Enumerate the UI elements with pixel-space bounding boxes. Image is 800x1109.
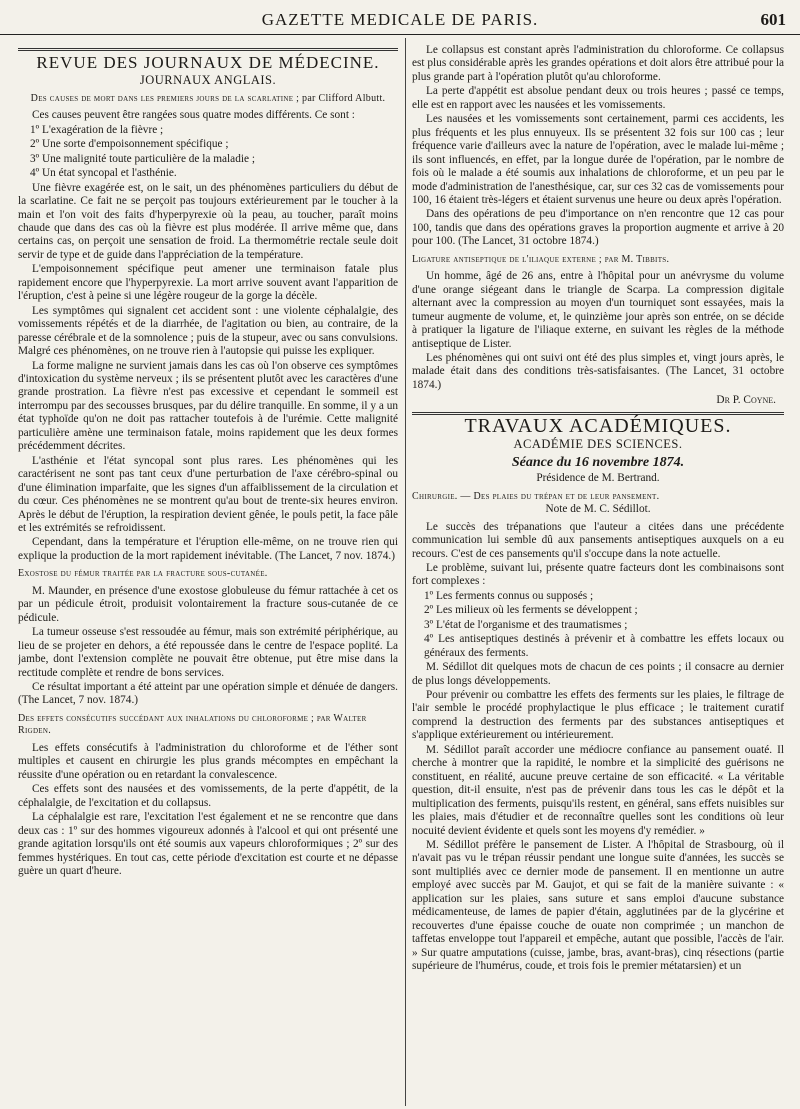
article-title-trepan xyxy=(412,491,784,504)
article-title-ligature xyxy=(412,254,784,267)
article-author: par Clifford Albutt. xyxy=(302,92,386,104)
paragraph: M. Sédillot préfère le pansement de Lister. A l'hôpital de Strasbourg, où il n'avait pas vu le trépan réussir pendant une longue suite d'années, les succès se sont multipliés avec ce dernier mode de pansement. Il en mentionne un autre employé avec succès par M. Gaujot, et qui se fait de la manière suivante : « application sur les plaies, sans suture et sans emploi d'aucune substance médicamenteuse, de lames de papier d'étain, agglutinées par de la glycérine et recouvertes d'une épaisse couche de ouate non comprimée ; un manchon de taffetas enveloppe tout l'appareil et empêche, autant que possible, l'accès de l'air. » Sur quatre amputations (cuisse, jambe, bras, avant-bras), cinq résections (partie supérieure de l'humérus, coude, et trois fois le premier métatarsien) et un xyxy=(412,839,784,973)
list-item: 3º Une malignité toute particulière de la maladie ; xyxy=(30,152,255,165)
paragraph: Le problème, suivant lui, présente quatre facteurs dont les combinaisons sont fort complexes : xyxy=(412,561,784,588)
paragraph: M. Sédillot dit quelques mots de chacun de ces points ; il consacre au dernier de plus longs développements. xyxy=(412,661,784,687)
right-column xyxy=(412,44,784,1102)
list-item: 4º Un état syncopal et l'asthénie. xyxy=(30,167,177,180)
list-item: 2º Une sorte d'empoisonnement spécifique ; xyxy=(30,138,229,151)
article-title-chloroforme xyxy=(18,713,398,738)
paragraph: Pour prévenir ou combattre les effets des ferments sur les plaies, le filtrage de l'air semble le procédé prophylactique le plus efficace ; le traitement curatif comprend la destruction des ferments par des substances antiseptiques et s'applique extérieurement ou intérieurement. xyxy=(412,689,784,742)
journal-title: GAZETTE MEDICALE DE PARIS. xyxy=(261,10,539,29)
section-rule-top xyxy=(18,48,398,51)
left-column xyxy=(18,44,398,1102)
list-item: 4º Les antiseptiques destinés à prévenir et à combattre les effets locaux ou généraux des ferments. xyxy=(424,633,784,659)
paragraph: Cependant, dans la température et l'éruption elle-même, on ne trouve rien qui explique la production de la mort rapidement inévitable. (The Lancet, 7 nov. 1874.) xyxy=(18,536,398,562)
paragraph: La forme maligne ne survient jamais dans les cas où l'on observe ces symptômes d'intoxication du système nerveux ; ils se présentent plutôt avec les caractères d'une grande prostration. La fièvre n'est pas excessive et cependant le sommeil est interrompu par des secousses brusques, par du délire tranquille. En somme, il y a un état typhoïde qu'on ne doit pas rattacher toutefois à de l'urémie. Cette malignité particulière amène une terminaison fatale, moins rapidement que les deux formes précédemment décrites. xyxy=(18,359,398,453)
paragraph: Ces effets sont des nausées et des vomissements, de la perte d'appétit, de la céphalalgie, de l'excitation et du collapsus. xyxy=(18,783,398,809)
article-title-text: Des causes de mort dans les premiers jours de la scarlatine ; xyxy=(30,92,300,104)
paragraph: La perte d'appétit est absolue pendant deux ou trois heures ; passé ce temps, elle est en rapport avec les nausées et les vomissements. xyxy=(412,85,784,111)
paragraph: Les nausées et les vomissements sont certainement, parmi ces accidents, les plus fréquents et les plus ennuyeux. Ils se présentent 32 fois sur 100 cas ; leur fréquence varie d'ailleurs avec la nature de l'opération, avec le malade lui-même ; ils sont influencés, en effet, par la longue durée de l'opération, par le nombre de fois où le malade a été soumis aux inhalations de chloroforme, et un peu par le mode d'administration de l'anesthésique, car, sur ces 32 cas de vomissements pour 100, 16 étaient très-légers et étaient survenus une heure ou deux après l'opération. xyxy=(412,113,784,206)
section-title-revue: REVUE DES JOURNAUX DE MÉDECINE. xyxy=(36,53,380,72)
presidency-line: Présidence de M. Bertrand. xyxy=(536,472,660,485)
session-date: Séance du 16 novembre 1874. xyxy=(511,454,685,470)
article-author: par Walter Rigden. xyxy=(18,712,367,737)
paragraph: La céphalalgie est rare, l'excitation l'est également et ne se rencontre que dans deux cas : 1º sur des hommes vigoureux adonnés à l'alcool et qui ont présenté une grande agitation lorsqu'ils ont été soumis aux vapeurs chloroformiques ; 2º sur des femmes hystériques. En tout cas, cette période d'excitation est courte et ne dépasse guère un quart d'heure. xyxy=(18,811,398,878)
column-divider xyxy=(405,38,406,1106)
paragraph: M. Sédillot paraît accorder une médiocre confiance au pansement ouaté. Il cherche à montrer que la rapidité, le nombre et la simplicité des guérisons ne constituent, en réalité, aucune preuve certaine de son efficacité. « La véritable question, dit-il ensuite, n'est pas de prévenir dans tous les cas le dépôt et la multiplication des ferments, puisqu'ils restent, en général, sans effets nuisibles sur les plaies, mais d'étudier et de reconnaître quelles sont les conditions où leur nocuité devient évidente et quels sont les moyens d'y remédier. » xyxy=(412,743,784,837)
article-title-text: Ligature antiseptique de l'iliaque externe ; xyxy=(412,253,602,265)
academy-title: ACADÉMIE DES SCIENCES. xyxy=(513,437,683,452)
paragraph: Les symptômes qui signalent cet accident sont : une violente céphalalgie, des vomissements répétés et de la diarrhée, de l'agitation ou bien, au contraire, de la paresse cérébrale et de la somnolence ; puis de la stupeur, avec ou sans convulsions. Malgré ces phénomènes, on ne trouve rien à l'autopsie qui puisse les expliquer. xyxy=(18,304,398,358)
subsection-title: JOURNAUX ANGLAIS. xyxy=(139,73,277,88)
list-item: 3º L'état de l'organisme et des traumatismes ; xyxy=(424,618,628,631)
list-item: 1º Les ferments connus ou supposés ; xyxy=(424,589,594,602)
paragraph: Les effets consécutifs à l'administration du chloroforme et de l'éther sont multiples et causent en chirurgie les plus grands mécomptes en empêchant la réussite d'une opération ou en retardant la convalescence. xyxy=(18,741,398,781)
paragraph: Un homme, âgé de 26 ans, entre à l'hôpital pour un anévrysme du volume d'une orange siégeant dans le triangle de Scarpa. La compression digitale alternant avec la compression au moyen d'un tourniquet sont essayées, mais la tumeur augmente de volume, et, le quinzième jour après son entrée, on se décide à pratiquer la ligature de l'iliaque externe, en suivant les règles de la méthode antiseptique de Lister. xyxy=(412,270,784,350)
running-header xyxy=(0,0,800,35)
article-author: Note de M. C. Sédillot. xyxy=(545,503,651,516)
page-number: 601 xyxy=(760,10,786,29)
paragraph: Ces causes peuvent être rangées sous quatre modes différents. Ce sont : xyxy=(32,109,355,122)
paragraph: Ce résultat important a été atteint par une opération simple et dénuée de dangers. (The Lancet, 7 nov. 1874.) xyxy=(18,681,398,707)
author-signature: Dr P. Coyne. xyxy=(716,394,776,407)
paragraph: Le collapsus est constant après l'administration du chloroforme. Ce collapsus est plus considérable après les grandes opérations et doit alors être attribué pour la plus grande part à l'opération plutôt qu'au chloroforme. xyxy=(412,44,784,83)
paragraph: L'asthénie et l'état syncopal sont plus rares. Les phénomènes qui les caractérisent ne sont pas tant ceux d'une perturbation de l'axe cérébro-spinal ou d'une élimination imparfaite, que les signes d'un affaiblissement de la circulation et du cœur. Ces phénomènes ne se montrent qu'au bout de trente-six heures environ. Après le début de l'éruption, la respiration devient gênée, le pouls petit, la face pâle et les extrémités se refroidissent. xyxy=(18,454,398,534)
article-title-text: Chirurgie. — Des plaies du trépan et de leur pansement. xyxy=(412,490,660,502)
section-title-travaux: TRAVAUX ACADÉMIQUES. xyxy=(464,414,732,437)
article-title-exostose: Exostose du fémur traitée par la fracture sous-cutanée. xyxy=(18,568,268,580)
paragraph: Les phénomènes qui ont suivi ont été des plus simples et, vingt jours après, le malade était dans des conditions très-satisfaisantes. (The Lancet, 31 octobre 1874.) xyxy=(412,352,784,391)
list-item: 1º L'exagération de la fièvre ; xyxy=(30,123,164,136)
article-author: par M. Tibbits. xyxy=(604,253,670,265)
paragraph: L'empoisonnement spécifique peut amener une terminaison fatale plus rapidement encore que l'hyperpyrexie. La mort arrive souvent avant l'apparition de l'éruption, c'est à peine si une légère rougeur de la gorge la décèle. xyxy=(18,263,398,303)
article-title-scarlatine xyxy=(18,93,398,106)
paragraph: M. Maunder, en présence d'une exostose globuleuse du fémur rattachée à cet os par un pédicule étroit, produisit volontairement la fracture sous-cutanée de ce pédicule. xyxy=(18,584,398,624)
article-title-text: Des effets consécutifs succédant aux inhalations du chloroforme ; xyxy=(18,712,315,724)
list-item: 2º Les milieux où les ferments se développent ; xyxy=(424,604,638,617)
paragraph: La tumeur osseuse s'est ressoudée au fémur, mais son extrémité périphérique, au lieu de se projeter en dehors, a été repoussée dans le centre de l'espace poplité. La jambe, dont l'extension complète ne pouvait être obtenue, put être mise dans la rectitude complète et rendre de bons services. xyxy=(18,626,398,679)
paragraph: Dans des opérations de peu d'importance on n'en rencontre que 12 cas pour 100, tandis que dans des opérations graves la proportion augmente et arrive à 20 pour 100. (The Lancet, 31 octobre 1874.) xyxy=(412,208,784,248)
paragraph: Le succès des trépanations que l'auteur a citées dans une précédente communication lui semble dû aux pansements antiseptiques auxquels on a eu recours. C'est de ces pansements qu'il s'occupe dans la note actuelle. xyxy=(412,520,784,560)
paragraph: Une fièvre exagérée est, on le sait, un des phénomènes particuliers du début de la scarlatine. Ce fait ne se perçoit pas toujours extérieurement par le toucher à la main et l'on voit des faits d'hyperpyrexie où la peau, au toucher, paraît moins chaude que dans des cas où la fièvre est plus modérée. Il arrive même que, dans certains cas, on perçoit une sensation de froid. La thermométrie rectale seule doit servir de type et de guide dans l'appréciation de la température. xyxy=(18,181,398,261)
